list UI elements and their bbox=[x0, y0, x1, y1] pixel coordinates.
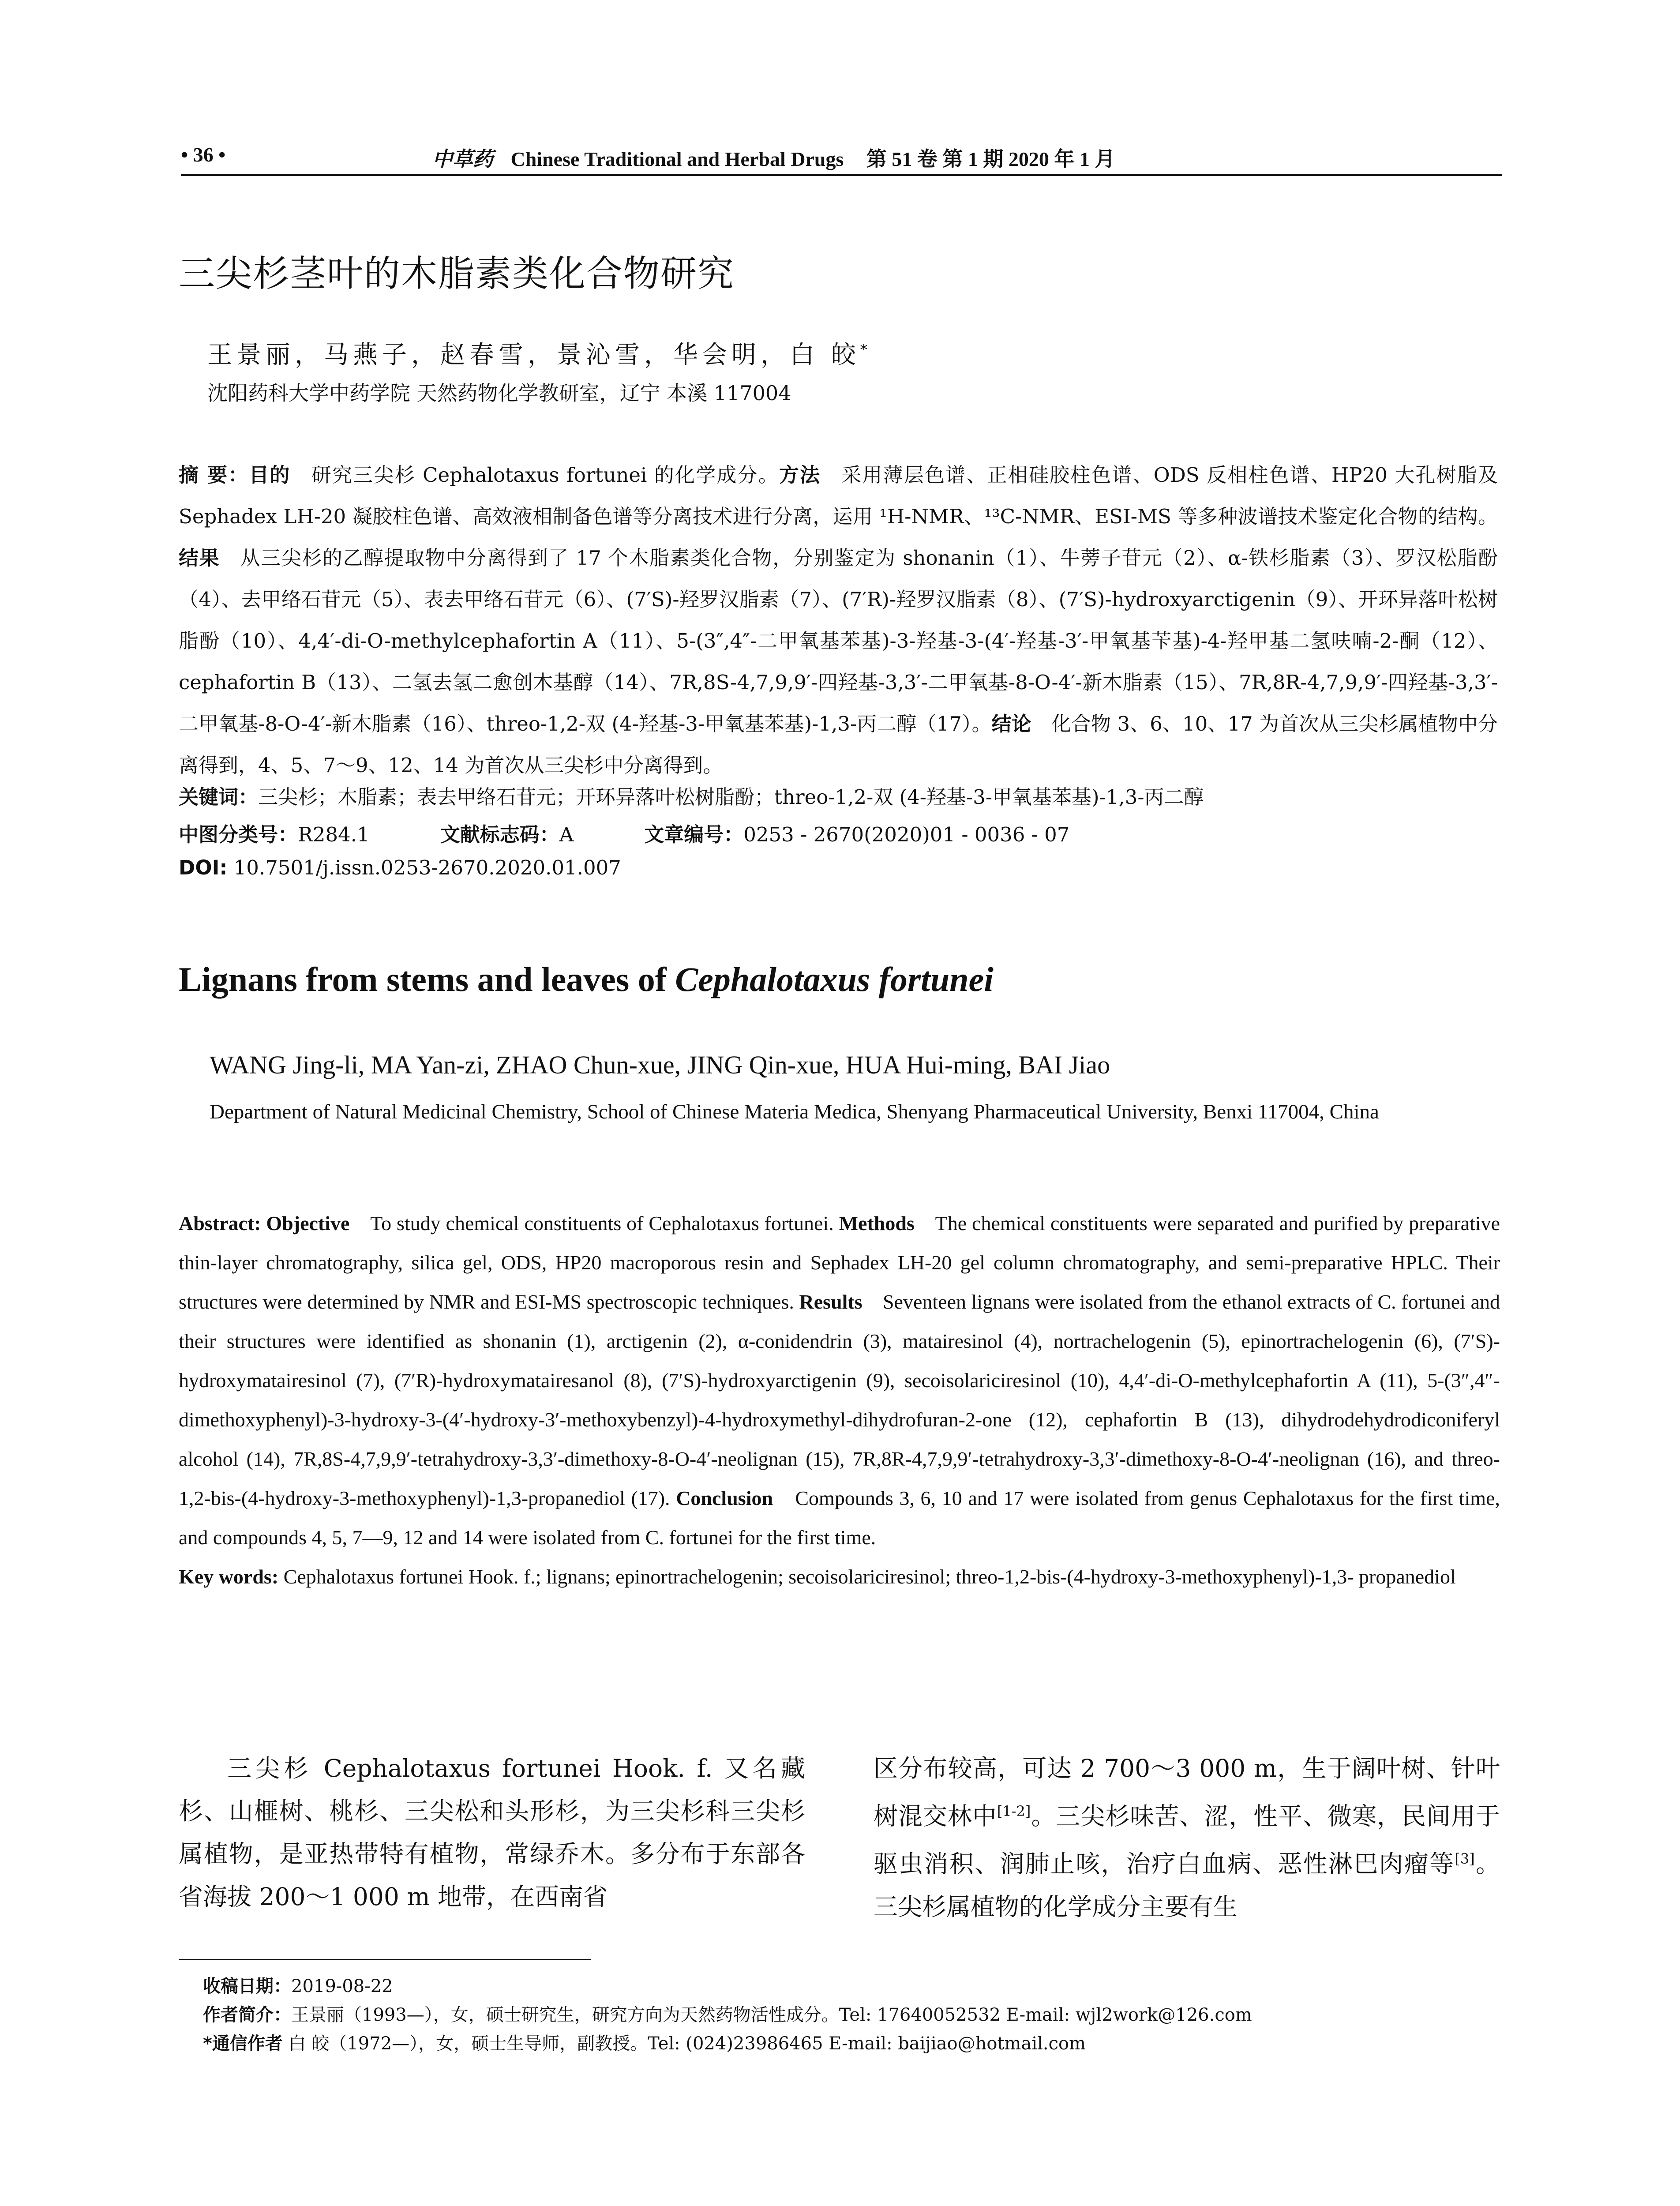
bio-label: 作者简介： bbox=[203, 2005, 291, 2025]
footnote-received bbox=[203, 1972, 393, 1997]
abstract-cn bbox=[179, 454, 1498, 786]
citation-3[interactable]: [3] bbox=[1455, 1850, 1475, 1868]
title-en bbox=[179, 960, 994, 999]
authors-en: WANG Jing-li, MA Yan-zi, ZHAO Chun-xue, JING Qin-xue, HUA Hui-ming, BAI Jiao bbox=[210, 1050, 1110, 1079]
footnote-rule bbox=[179, 1959, 591, 1960]
body-right-text-2: 。三尖杉味苦、涩，性平、微寒，民间用于驱虫消积、润肺止咳，治疗白血病、恶性淋巴肉瘤等 bbox=[874, 1802, 1500, 1878]
journal-name-cn: 中草药 bbox=[432, 148, 493, 170]
clc-label: 中图分类号： bbox=[179, 823, 298, 846]
header-rule bbox=[181, 174, 1502, 176]
title-en-species: Cephalotaxus fortunei bbox=[675, 960, 994, 998]
conclusion-en-text: Compounds 3, 6, 10 and 17 were isolated from genus Cephalotaxus for the first time, and compounds 4, 5, 7—9, 12 and 14 were isolated from C. fortunei for the first time. bbox=[179, 1487, 1500, 1549]
footnote-author-bio bbox=[203, 2001, 1252, 2026]
abstract-en bbox=[179, 1204, 1500, 1596]
title-en-main: Lignans from stems and leaves of bbox=[179, 960, 675, 998]
conclusion-en-label: Conclusion bbox=[676, 1487, 773, 1509]
journal-name-en: Chinese Traditional and Herbal Drugs bbox=[510, 148, 844, 170]
keywords-cn-text: 三尖杉；木脂素；表去甲络石苷元；开环异落叶松树脂酚；threo-1,2-双 (4-羟基-3-甲氧基苯基)-1,3-丙二醇 bbox=[258, 785, 1204, 809]
citation-1-2[interactable]: [1-2] bbox=[997, 1803, 1031, 1820]
classification-line bbox=[179, 818, 1069, 847]
keywords-en-label: Key words: bbox=[179, 1565, 279, 1588]
keywords-cn-label: 关键词： bbox=[179, 785, 259, 809]
doi-value[interactable]: 10.7501/j.issn.0253-2670.2020.01.007 bbox=[227, 856, 621, 879]
authors-cn bbox=[207, 335, 872, 371]
keywords-cn bbox=[179, 781, 1204, 810]
journal-name bbox=[432, 143, 1115, 172]
body-column-left: 三尖杉 Cephalotaxus fortunei Hook. f. 又名藏杉、山榧树、桃杉、三尖松和头形杉，为三尖杉科三尖杉属植物，是亚热带特有植物，常绿乔木。多分布于东部各省海拔 200～1 000 m 地带，在西南省 bbox=[179, 1754, 805, 1911]
title-cn: 三尖杉茎叶的木脂素类化合物研究 bbox=[179, 253, 735, 295]
results-cn-text: 从三尖杉的乙醇提取物中分离得到了 17 个木脂素类化合物，分别鉴定为 shonanin（1）、牛蒡子苷元（2）、α-铁杉脂素（3）、罗汉松脂酚（4）、去甲络石苷元（5）、表去甲络石苷元（6）、(7′S)-羟罗汉脂素（7）、(7′R)-羟罗汉脂素（8）、(7′S)-hydroxyarctigenin（9）、开环异落叶松树脂酚（10）、4,4′-di-O-methylcephafortin A（11）、5-(3″,4″-二甲氧基苯基)-3-羟基-3-(4′-羟基-3′-甲氧基苄基)-4-羟甲基二氢呋喃-2-酮（12）、cephafortin B（13）、二氢去氢二愈创木基醇（14）、7R,8S-4,7,9,9′-四羟基-3,3′-二甲氧基-8-O-4′-新木脂素（15）、7R,8R-4,7,9,9′-四羟基-3,3′-二甲氧基-8-O-4′-新木脂素（16）、threo-1,2-双 (4-羟基-3-甲氧基苯基)-1,3-丙二醇（17）。 bbox=[179, 546, 1498, 735]
article-no-label: 文章编号： bbox=[644, 823, 744, 846]
affiliation-cn: 沈阳药科大学中药学院 天然药物化学教研室，辽宁 本溪 117004 bbox=[207, 381, 791, 405]
results-en-text: Seventeen lignans were isolated from the ethanol extracts of C. fortunei and their structures were identified as shonanin (1), arctigenin (2), α-conidendrin (3), matairesinol (4), nortrachelogenin (5), epinortrachelogenin (6), (7′S)- hydroxymatairesinol (7), (7′R)-hydroxymatairesanol (8), (7′S)-hydroxyarctigenin (9), secoisolariciresinol (10), 4,4′-di-O-methylcephafortin A (11), 5-(3″,4″-dimethoxyphenyl)-3-hydroxy-3-(4′-hydroxy-3′-methoxybenzyl)-4-hydroxymethyl-dihydrofuran-2-one (12), cephafortin B (13), dihydrodehydrodiconiferyl alcohol (14), 7R,8S-4,7,9,9′-tetrahydroxy-3,3′-dimethoxy-8-O-4′-neolignan (15), 7R,8R-4,7,9,9′-tetrahydroxy-3,3′-dimethoxy-8-O-4′-neolignan (16), and threo-1,2-bis-(4-hydroxy-3-methoxyphenyl)-1,3-propanediol (17). bbox=[179, 1291, 1500, 1509]
received-value: 2019-08-22 bbox=[291, 1976, 393, 1996]
objective-cn-label: 目的 bbox=[249, 463, 291, 487]
conclusion-cn-label: 结论 bbox=[991, 712, 1031, 735]
corresponding-mark: * bbox=[860, 341, 872, 358]
affiliation-en: Department of Natural Medicinal Chemistry, School of Chinese Materia Medica, Shenyang Pharmaceutical University, Benxi 117004, China bbox=[210, 1100, 1379, 1123]
footnote-corresponding bbox=[203, 2030, 1086, 2055]
results-cn-label: 结果 bbox=[179, 546, 220, 570]
body-column-right bbox=[874, 1747, 1500, 1928]
received-label: 收稿日期： bbox=[203, 1976, 291, 1996]
results-en-label: Results bbox=[799, 1291, 862, 1313]
corresponding-label: *通信作者 bbox=[203, 2033, 283, 2054]
conclusion-cn-text: 化合物 3、6、10、17 为首次从三尖杉属植物中分离得到，4、5、7～9、12、14 为首次从三尖杉中分离得到。 bbox=[179, 712, 1498, 777]
objective-en-text: To study chemical constituents of Cephalotaxus fortunei. bbox=[349, 1212, 839, 1234]
methods-en-label: Methods bbox=[839, 1212, 915, 1234]
methods-cn-label: 方法 bbox=[779, 463, 821, 487]
abstract-cn-label: 摘 要： bbox=[179, 463, 249, 487]
bio-value: 王景丽（1993—），女，硕士研究生，研究方向为天然药物活性成分。Tel: 17640052532 E-mail: wjl2work@126.com bbox=[291, 2005, 1252, 2025]
doi-line bbox=[179, 856, 621, 879]
body-right-text-1: 区分布较高，可达 2 700～3 000 m，生于阔叶树、针叶树混交林中 bbox=[874, 1754, 1500, 1831]
abstract-en-label: Abstract: Objective bbox=[179, 1212, 350, 1234]
running-header bbox=[181, 140, 1500, 176]
clc-value: R284.1 bbox=[298, 823, 370, 846]
body-right-text-3: 。三尖杉属植物的化学成分主要有生 bbox=[874, 1850, 1500, 1921]
doc-code-label: 文献标志码： bbox=[440, 823, 559, 846]
doi-label: DOI: bbox=[179, 856, 228, 879]
article-no-value: 0253 - 2670(2020)01 - 0036 - 07 bbox=[743, 823, 1070, 846]
volume-issue: 第 51 卷 第 1 期 2020 年 1 月 bbox=[866, 148, 1115, 170]
objective-cn-text: 研究三尖杉 Cephalotaxus fortunei 的化学成分。 bbox=[290, 463, 779, 487]
corresponding-value: 白 皎（1972—），女，硕士生导师，副教授。Tel: (024)23986465 E-mail: baijiao@hotmail.com bbox=[282, 2033, 1086, 2054]
doc-code-value: A bbox=[559, 823, 574, 846]
methods-en-text: The chemical constituents were separated and purified by preparative thin-layer chromatography, silica gel, ODS, HP20 macroporous resin and Sephadex LH-20 gel column chromatography, and semi-preparative HPLC. Their structures were determined by NMR and ESI-MS spectroscopic techniques. bbox=[179, 1212, 1500, 1313]
methods-cn-text: 采用薄层色谱、正相硅胶柱色谱、ODS 反相柱色谱、HP20 大孔树脂及 Sephadex LH-20 凝胶柱色谱、高效液相制备色谱等分离技术进行分离，运用 ¹H-NMR、¹³C-NMR、ESI-MS 等多种波谱技术鉴定化合物的结构。 bbox=[179, 463, 1498, 528]
authors-cn-text: 王景丽，马燕子，赵春雪，景沁雪，华会明，白 皎 bbox=[207, 341, 860, 369]
page-number: • 36 • bbox=[181, 143, 226, 166]
keywords-en-text: Cephalotaxus fortunei Hook. f.; lignans; epinortrachelogenin; secoisolariciresinol; threo-1,2-bis-(4-hydroxy-3-methoxyphenyl)-1,3- propanediol bbox=[278, 1565, 1456, 1588]
